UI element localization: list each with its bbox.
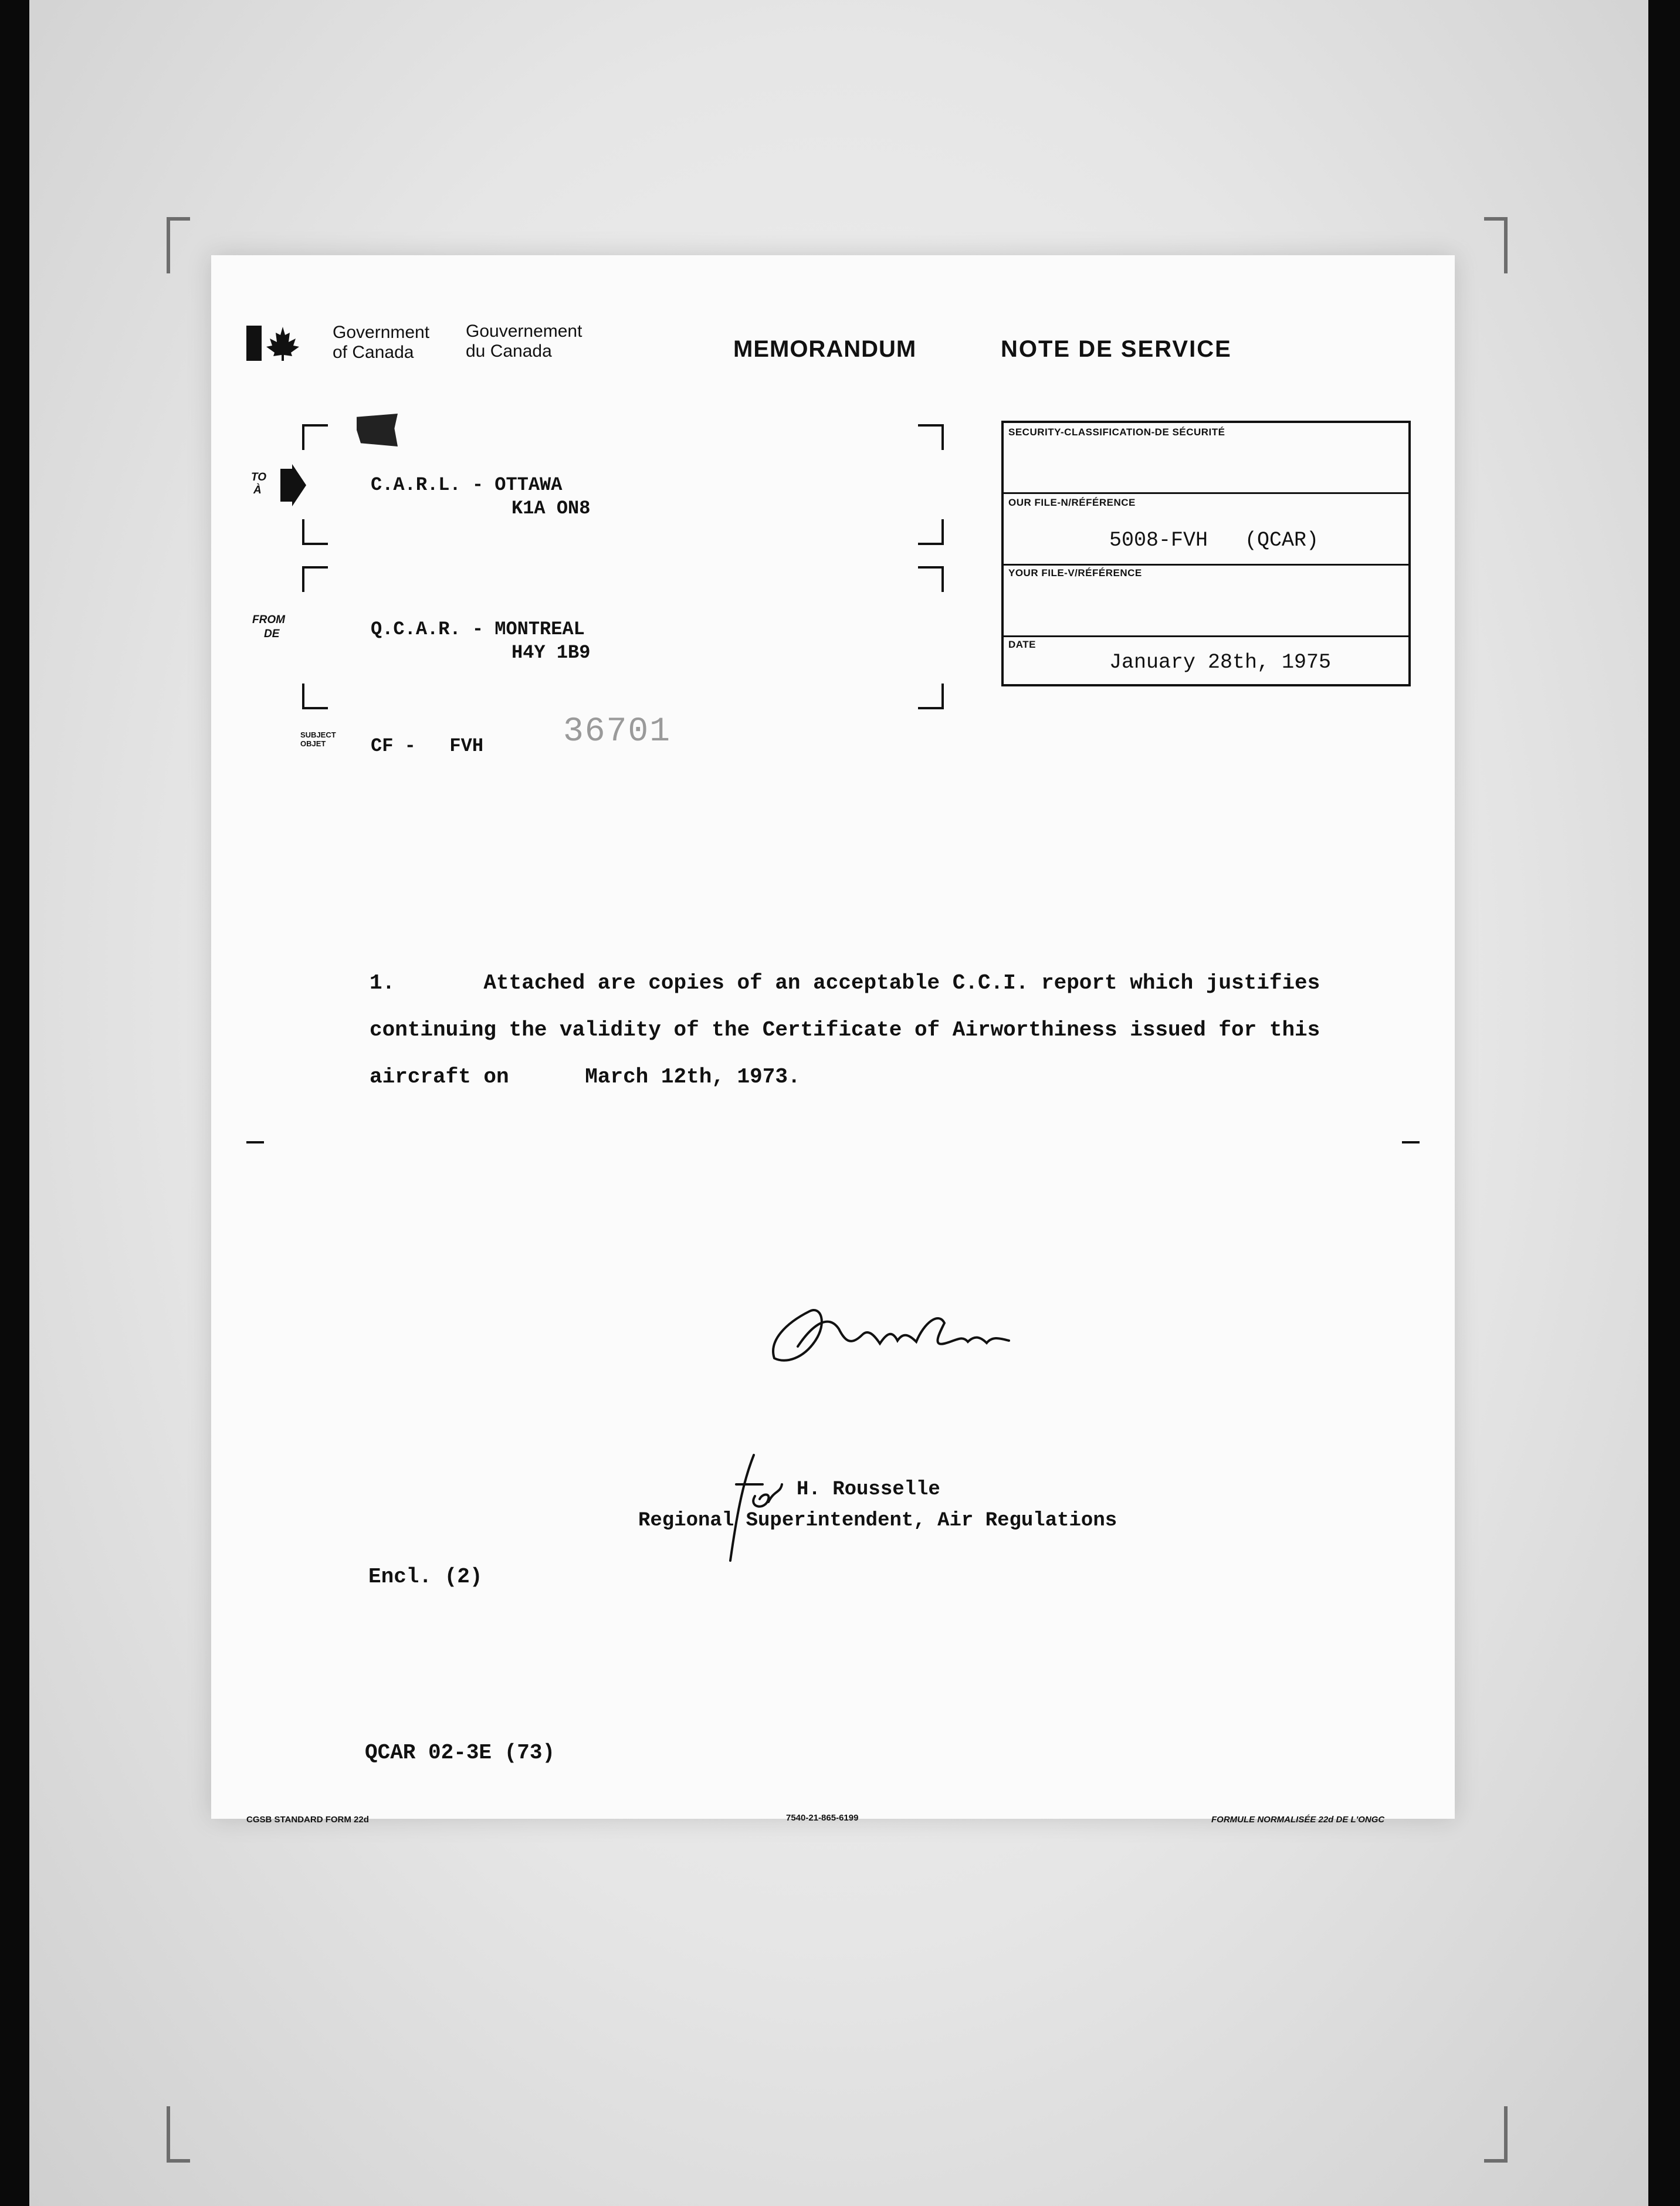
memorandum-sheet: [211, 255, 1455, 1825]
to-bracket-bottom-left: [302, 519, 328, 545]
date-value: January 28th, 1975: [1109, 651, 1332, 674]
margin-tick-right: [1402, 1141, 1420, 1143]
footer-left: CGSB STANDARD FORM 22d: [246, 1815, 369, 1825]
from-label: FROM DE: [252, 614, 285, 640]
reference-divider-1: [1004, 492, 1408, 494]
from-bracket-top-right: [918, 566, 944, 592]
to-bracket-top-left: [302, 424, 328, 450]
your-file-label: YOUR FILE-V/RÉFÉRENCE: [1008, 567, 1142, 578]
our-file-value: 5008-FVH (QCAR): [1109, 529, 1319, 552]
government-of-canada-fr: Gouvernement du Canada: [466, 322, 582, 361]
to-bracket-bottom-right: [918, 519, 944, 545]
signer-title: Regional Superintendent, Air Regulations: [638, 1510, 1117, 1532]
date-label: DATE: [1008, 639, 1037, 650]
reference-box: [1001, 421, 1411, 686]
subject-stamp: 36701: [563, 713, 672, 751]
corner-mark-top-right: [1484, 217, 1508, 273]
from-address: Q.C.A.R. - MONTREAL H4Y 1B9: [371, 618, 591, 664]
subject-label: SUBJECT OBJET: [300, 730, 336, 748]
for-signature-mark: [719, 1449, 783, 1566]
note-de-service-title: NOTE DE SERVICE: [1001, 336, 1232, 362]
subject-value: CF - FVH: [371, 735, 484, 757]
arrow-right-icon: [280, 464, 306, 506]
reference-divider-3: [1004, 635, 1408, 637]
our-file-label: OUR FILE-N/RÉFÉRENCE: [1008, 497, 1136, 508]
footer-center: 7540-21-865-6199: [786, 1813, 859, 1823]
form-code: QCAR 02-3E (73): [365, 1741, 556, 1765]
enclosure-note: Encl. (2): [368, 1565, 483, 1589]
footer-right: FORMULE NORMALISÉE 22d DE L'ONGC: [1211, 1815, 1385, 1825]
redaction-mark: [357, 414, 398, 446]
from-bracket-top-left: [302, 566, 328, 592]
reference-divider-2: [1004, 564, 1408, 566]
canada-flag-icon: [246, 324, 305, 362]
from-bracket-bottom-right: [918, 684, 944, 709]
corner-mark-bottom-left: [167, 2106, 190, 2163]
government-of-canada-en: Government of Canada: [333, 323, 430, 362]
to-bracket-top-right: [918, 424, 944, 450]
to-label: TO À: [251, 471, 267, 496]
signer-name: H. Rousselle: [797, 1478, 940, 1501]
body-line-3: aircraft on March 12th, 1973.: [370, 1065, 801, 1089]
security-classification-label: SECURITY-CLASSIFICATION-DE SÉCURITÉ: [1008, 427, 1225, 438]
corner-mark-top-left: [167, 217, 190, 273]
from-bracket-bottom-left: [302, 684, 328, 709]
body-line-1: 1. Attached are copies of an acceptable C.C.I. report which justifies: [370, 971, 1320, 995]
to-address: C.A.R.L. - OTTAWA K1A ON8: [371, 474, 591, 519]
corner-mark-bottom-right: [1484, 2106, 1508, 2163]
margin-tick-left: [246, 1141, 264, 1143]
handwritten-signature: [763, 1288, 1021, 1376]
memorandum-title: MEMORANDUM: [733, 336, 917, 362]
body-line-2: continuing the validity of the Certificate of Airworthiness issued for this: [370, 1018, 1320, 1042]
